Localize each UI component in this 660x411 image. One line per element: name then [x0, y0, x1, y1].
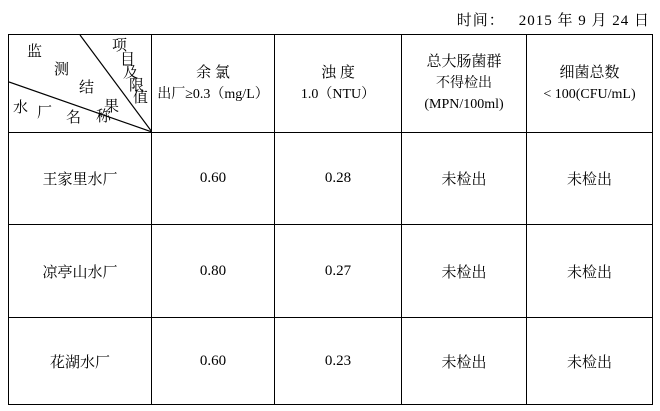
header-line: 余 氯 [196, 64, 230, 81]
water-quality-table [8, 34, 653, 405]
diagonal-char-items: 及 [123, 65, 139, 81]
diagonal-char-plant: 称 [96, 109, 112, 125]
plant-name-cell [9, 225, 152, 318]
diagonal-char-items: 项 [112, 38, 128, 54]
date-value: 2015 年 9 月 24 日 [518, 13, 650, 29]
coliform-value: 未检出 [441, 354, 487, 371]
report-date [457, 9, 650, 30]
turbidity-value-cell [275, 133, 402, 225]
chlorine-value: 0.60 [199, 352, 227, 369]
diagonal-char-plant: 厂 [37, 105, 53, 121]
chlorine-value: 0.60 [199, 170, 227, 186]
bacteria-value: 未检出 [566, 172, 612, 188]
header-line: (MPN/100ml) [424, 97, 504, 112]
bacteria-value-cell [527, 318, 653, 405]
bacteria-value-cell [527, 225, 653, 318]
header-line: 总大肠菌群 [426, 54, 502, 70]
diagonal-char-results: 结 [79, 80, 95, 96]
header-line: 细菌总数 [559, 64, 620, 81]
header-line: < 100(CFU/mL) [543, 86, 636, 102]
coliform-value: 未检出 [441, 264, 487, 281]
turbidity-value-cell [275, 225, 402, 318]
diagonal-header [9, 35, 151, 132]
turbidity-value: 0.27 [324, 262, 352, 279]
diagonal-char-plant: 名 [66, 110, 82, 126]
diagonal-header-cell [9, 35, 152, 133]
table-row [9, 225, 653, 318]
diagonal-char-plant: 水 [13, 100, 29, 116]
diagonal-char-items: 目 [120, 52, 136, 68]
header-line: 不得检出 [436, 76, 492, 91]
column-header-bacteria-count [527, 35, 653, 133]
turbidity-value: 0.28 [324, 170, 352, 186]
diagonal-char-monitor: 监 [27, 44, 43, 60]
turbidity-value: 0.23 [324, 352, 352, 369]
table-row [9, 318, 653, 405]
coliform-value-cell [402, 225, 527, 318]
header-line: 出厂≥0.3（mg/L） [157, 86, 269, 102]
plant-name-cell [9, 318, 152, 405]
chlorine-value: 0.80 [199, 262, 227, 279]
diagonal-char-items: 限 [129, 78, 145, 94]
date-label: 时间： [456, 13, 505, 29]
chlorine-value-cell [152, 225, 275, 318]
chlorine-value-cell [152, 133, 275, 225]
diagonal-char-monitor: 测 [54, 62, 70, 78]
column-header-residual-chlorine [152, 35, 275, 133]
header-line: 浊 度 [321, 64, 355, 81]
table-row [9, 133, 653, 225]
plant-name: 凉亭山水厂 [42, 264, 118, 281]
diagonal-char-results: 果 [104, 99, 120, 115]
bacteria-value: 未检出 [566, 264, 612, 281]
plant-name-cell [9, 133, 152, 225]
bacteria-value: 未检出 [566, 354, 612, 371]
turbidity-value-cell [275, 318, 402, 405]
plant-name: 王家里水厂 [42, 172, 118, 188]
chlorine-value-cell [152, 318, 275, 405]
column-header-total-coliform [402, 35, 527, 133]
coliform-value-cell [402, 318, 527, 405]
coliform-value: 未检出 [441, 172, 487, 188]
bacteria-value-cell [527, 133, 653, 225]
plant-name: 花湖水厂 [49, 354, 110, 371]
header-line: 1.0（NTU） [300, 86, 376, 102]
header-row [9, 35, 653, 133]
coliform-value-cell [402, 133, 527, 225]
diagonal-char-items: 值 [133, 90, 149, 106]
column-header-turbidity [275, 35, 402, 133]
